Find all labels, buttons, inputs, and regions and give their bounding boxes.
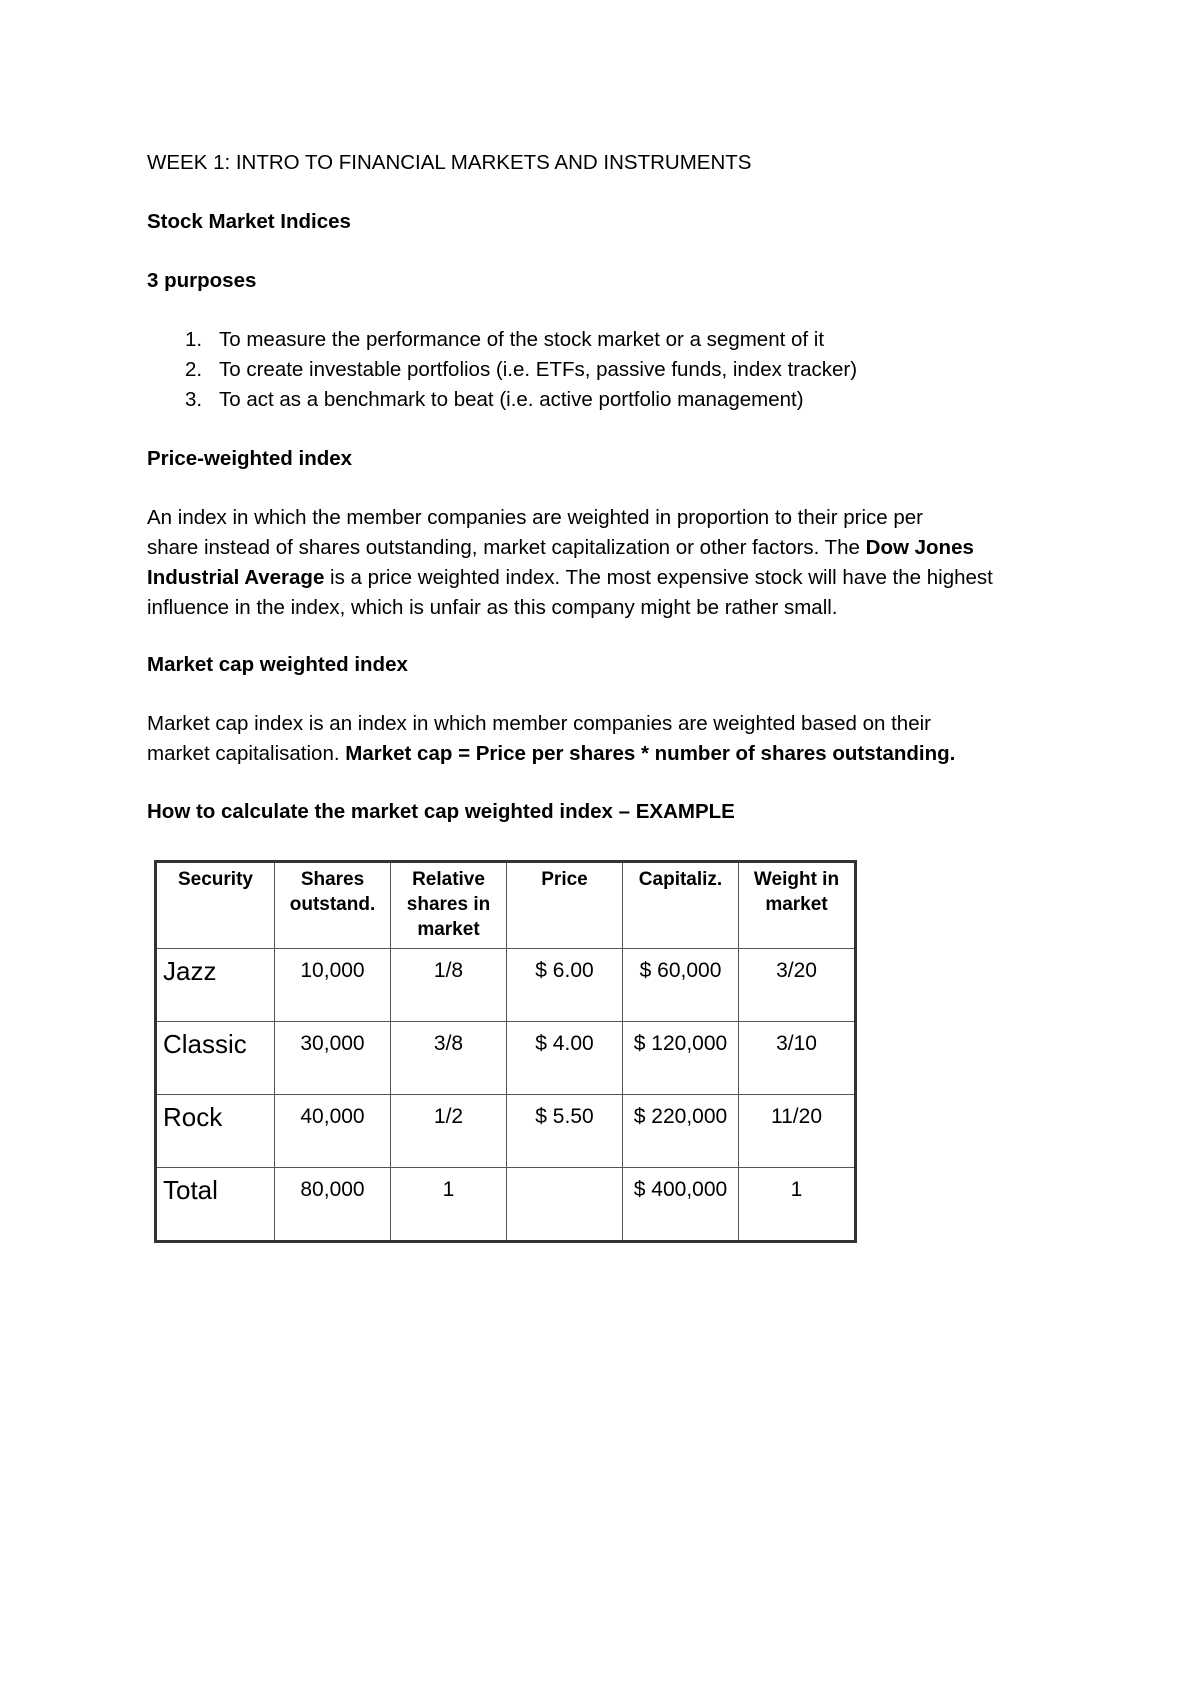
table-cell: 10,000 — [275, 949, 391, 1022]
paragraph-line — [147, 533, 1077, 563]
list-item — [147, 355, 857, 385]
list-item — [147, 325, 857, 355]
column-header: Shares outstand. — [275, 862, 391, 949]
list-item — [147, 385, 857, 415]
table-cell: 1/2 — [391, 1095, 507, 1168]
page-title: WEEK 1: INTRO TO FINANCIAL MARKETS AND INSTRUMENTS — [147, 151, 752, 174]
column-header: Security — [156, 862, 275, 949]
paragraph-market-cap — [147, 709, 1077, 769]
table-cell: $ 60,000 — [623, 949, 739, 1022]
section-heading-stock-market-indices: Stock Market Indices — [147, 210, 351, 233]
table-cell: $ 220,000 — [623, 1095, 739, 1168]
list-item-text: To measure the performance of the stock market or a segment of it — [219, 328, 825, 351]
table-cell-security: Classic — [156, 1022, 275, 1095]
paragraph-line — [147, 739, 1077, 769]
table-cell — [507, 1168, 623, 1242]
list-item-number: 3. — [185, 388, 203, 411]
column-header: Capitaliz. — [623, 862, 739, 949]
text-run: is a price weighted index. The most expensive stock will have the highest — [324, 566, 993, 589]
text-run-bold: Market cap = Price per shares * number of shares outstanding. — [345, 742, 956, 765]
table-cell: 1/8 — [391, 949, 507, 1022]
paragraph-line: Market cap index is an index in which member companies are weighted based on their — [147, 712, 931, 735]
table-cell: 3/20 — [739, 949, 856, 1022]
table-cell: $ 120,000 — [623, 1022, 739, 1095]
list-item-text: To create investable portfolios (i.e. ETFs, passive funds, index tracker) — [219, 358, 858, 381]
paragraph-price-weighted — [147, 503, 1077, 623]
section-heading-price-weighted: Price-weighted index — [147, 447, 353, 470]
table-row — [156, 1095, 856, 1168]
text-run-bold: Industrial Average — [147, 566, 325, 589]
table-cell: $ 4.00 — [507, 1022, 623, 1095]
market-cap-example-table — [154, 860, 857, 1243]
table-header-row — [156, 862, 856, 949]
text-run-bold: Dow Jones — [865, 536, 974, 559]
paragraph-line: influence in the index, which is unfair as this company might be rather small. — [147, 596, 838, 619]
list-item-number: 2. — [185, 358, 203, 381]
table-cell-security: Rock — [156, 1095, 275, 1168]
table-row — [156, 949, 856, 1022]
table-cell: $ 400,000 — [623, 1168, 739, 1242]
paragraph-line — [147, 563, 1077, 593]
column-header: Weight in market — [739, 862, 856, 949]
purposes-list — [147, 325, 857, 415]
column-header: Price — [507, 862, 623, 949]
list-item-text: To act as a benchmark to beat (i.e. active portfolio management) — [219, 388, 804, 411]
table-row — [156, 1022, 856, 1095]
table-row-total — [156, 1168, 856, 1242]
section-heading-market-cap-weighted: Market cap weighted index — [147, 653, 408, 676]
table-cell: 80,000 — [275, 1168, 391, 1242]
table-cell: 1 — [391, 1168, 507, 1242]
paragraph-line: An index in which the member companies are weighted in proportion to their price per — [147, 506, 923, 529]
section-heading-purposes: 3 purposes — [147, 269, 257, 292]
column-header: Relative shares in market — [391, 862, 507, 949]
text-run: market capitalisation. — [147, 742, 346, 765]
table-cell: $ 5.50 — [507, 1095, 623, 1168]
table-cell: $ 6.00 — [507, 949, 623, 1022]
table-cell: 11/20 — [739, 1095, 856, 1168]
text-run: share instead of shares outstanding, market capitalization or other factors. The — [147, 536, 866, 559]
list-item-number: 1. — [185, 328, 203, 351]
table-cell-security: Jazz — [156, 949, 275, 1022]
table-cell: 40,000 — [275, 1095, 391, 1168]
table-cell: 3/10 — [739, 1022, 856, 1095]
example-table-wrapper — [154, 860, 857, 1243]
table-cell: 1 — [739, 1168, 856, 1242]
table-cell: 3/8 — [391, 1022, 507, 1095]
table-cell: 30,000 — [275, 1022, 391, 1095]
section-heading-example: How to calculate the market cap weighted index – EXAMPLE — [147, 800, 735, 823]
table-cell-security: Total — [156, 1168, 275, 1242]
